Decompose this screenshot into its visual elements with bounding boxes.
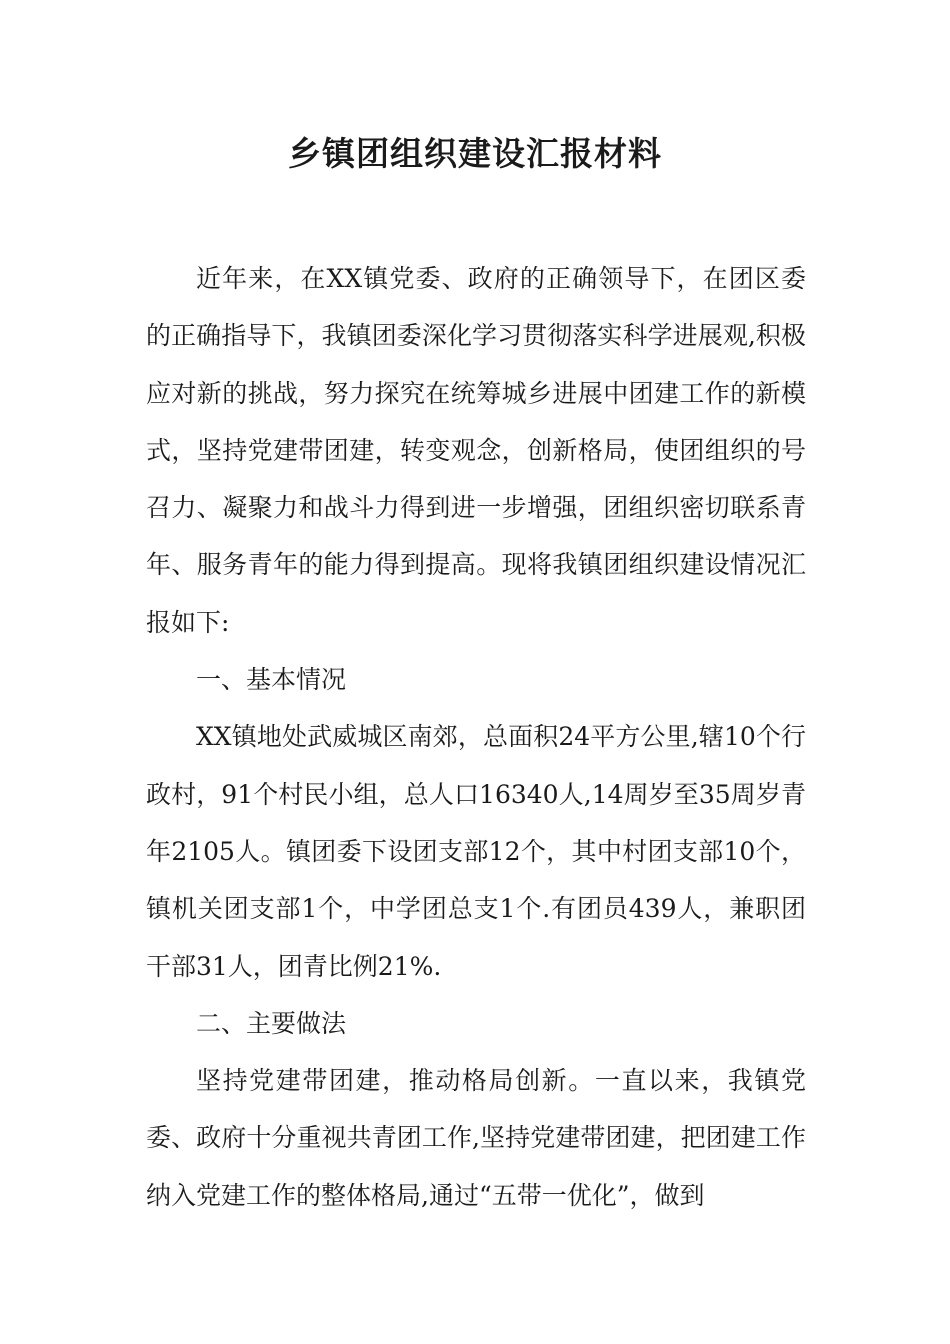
document-body — [146, 250, 806, 1224]
intro-paragraph: 近年来，在XX镇党委、政府的正确领导下，在团区委的正确指导下，我镇团委深化学习贯彻落实科学进展观,积极应对新的挑战，努力探究在统筹城乡进展中团建工作的新模式，坚持党建带团建，转变观念，创新格局，使团组织的号召力、凝聚力和战斗力得到进一步增强，团组织密切联系青年、服务青年的能力得到提高。现将我镇团组织建设情况汇报如下: — [146, 264, 806, 637]
main-practices-paragraph: 坚持党建带团建，推动格局创新。一直以来，我镇党委、政府十分重视共青团工作,坚持党建带团建，把团建工作纳入党建工作的整体格局,通过“五带一优化”，做到 — [146, 1066, 806, 1210]
section-heading-basic-situation: 一、基本情况 — [196, 665, 347, 695]
section-heading-main-practices: 二、主要做法 — [196, 1008, 347, 1038]
document-title: 乡镇团组织建设汇报材料 — [288, 134, 662, 173]
basic-situation-paragraph: XX镇地处武威城区南郊，总面积24平方公里,辖10个行政村，91个村民小组，总人口16340人,14周岁至35周岁青年2105人。镇团委下设团支部12个，其中村团支部10个，镇机关团支部1个，中学团总支1个.有团员439人，兼职团干部31人，团青比例21%. — [146, 722, 806, 981]
